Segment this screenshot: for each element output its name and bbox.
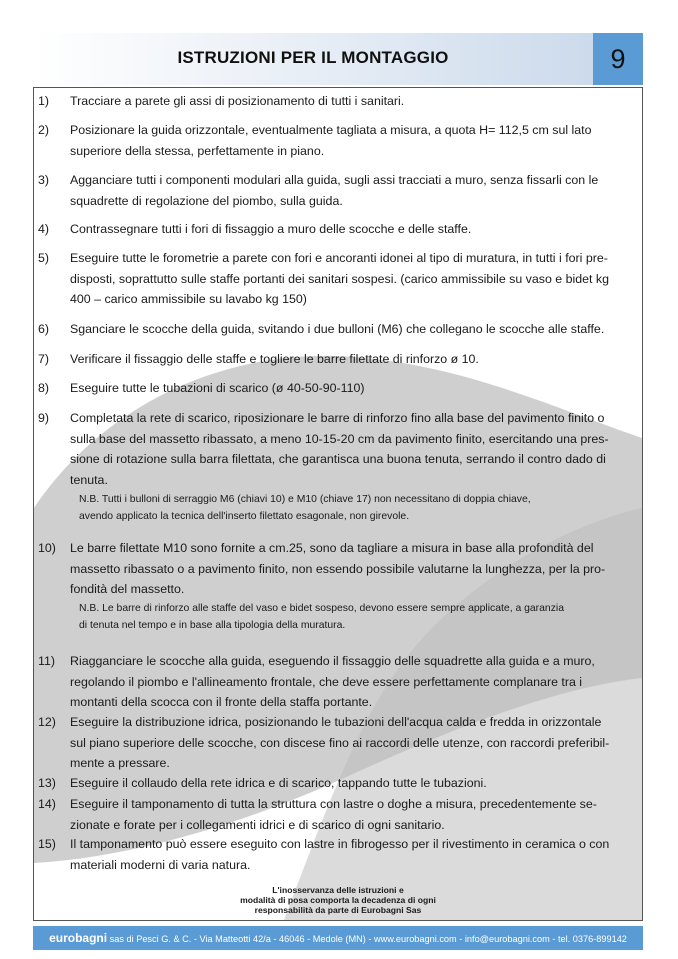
step-text-line: Eseguire tutte le forometrie a parete con fori e ancoranti idonei al tipo di muratura, in tutti i fori pre- <box>70 251 608 265</box>
step-text-line: sione di rotazione sulla barra filettata, che garantisca una buona tenuta, serrando il contro dado di <box>70 452 606 466</box>
step-number: 5) <box>38 251 50 265</box>
step-text-line: Verificare il fissaggio delle staffe e togliere le barre filettate di rinforzo ø 10. <box>70 352 479 366</box>
step-text-line: sul piano superiore delle scocche, con discese fino ai raccordi delle utenze, con raccordi preferibil- <box>70 735 610 750</box>
step-text-line: mente a pressare. <box>70 756 170 770</box>
step-text-line: fondità del massetto. <box>70 582 185 596</box>
step-text-line: materiali moderni di varia natura. <box>70 857 251 872</box>
step-text-line: Completata la rete di scarico, riposizionare le barre di rinforzo fino alla base del pavimento finito o <box>70 411 605 425</box>
step-text-line: Tracciare a parete gli assi di posizionamento di tutti i sanitari. <box>70 94 405 108</box>
note-line: avendo applicato la tecnica dell'inserto filettato esagonale, non girevole. <box>79 511 410 522</box>
step-text-line: Eseguire la distribuzione idrica, posizionando le tubazioni dell'acqua calda e fredda in orizzontale <box>70 715 602 729</box>
step-text-line: squadrette di regolazione del piombo, sulla guida. <box>70 193 343 208</box>
step-text-line: Eseguire il collaudo della rete idrica e di scarico, tappando tutte le tubazioni. <box>70 776 487 790</box>
warning-line: modalità di posa comporta la decadenza di ogni <box>240 895 436 905</box>
page-title: ISTRUZIONI PER IL MONTAGGIO <box>177 48 449 67</box>
step-text-line: montanti della scocca con il fronte della staffa portante. <box>70 695 373 709</box>
brand-name: eurobagni <box>49 931 108 945</box>
note-line: N.B. Le barre di rinforzo alle staffe del vaso e bidet sospeso, devono essere sempre applicate, a garanzia <box>79 603 564 614</box>
instructions-frame <box>33 87 643 921</box>
step-text-line: Agganciare tutti i componenti modulari alla guida, sugli assi tracciati a muro, senza fissarli con le <box>70 173 599 187</box>
step-text-line: sulla base del massetto ribassato, a meno 10-15-20 cm da pavimento finito, esercitando una pres- <box>70 431 609 446</box>
note-line: di tenuta nel tempo e in base alla tipologia della muratura. <box>79 620 346 631</box>
step-number: 10) <box>38 541 56 555</box>
page-number: 9 <box>593 33 643 85</box>
note-step-10 <box>79 600 624 634</box>
step-number: 13) <box>38 776 56 790</box>
step-text-line: disposti, soprattutto sulle staffe portanti dei sanitari sospesi. (carico ammissibile su vaso e bidet kg <box>70 271 610 286</box>
step-number: 2) <box>38 123 50 137</box>
step-number: 1) <box>38 94 50 108</box>
step-text-line: superiore della stessa, perfettamente in piano. <box>70 143 325 158</box>
disclaimer-warning <box>34 885 642 915</box>
step-number: 6) <box>38 322 50 336</box>
step-text-line: Eseguire il tamponamento di tutta la struttura con lastre o doghe a misura, precedentemente se- <box>70 797 597 811</box>
step-number: 7) <box>38 352 50 366</box>
page-header <box>33 33 643 85</box>
warning-line: responsabilità da parte di Eurobagni Sas <box>254 905 422 915</box>
step-number: 11) <box>38 654 55 668</box>
step-number: 14) <box>38 797 56 811</box>
note-step-9 <box>79 491 624 525</box>
step-text-line: regolando il piombo e l'allineamento frontale, che deve essere perfettamente complanare tra i <box>70 674 583 689</box>
step-text-line: Il tamponamento può essere eseguito con lastre in fibrogesso per il rivestimento in ceramica o con <box>70 837 610 851</box>
step-number: 9) <box>38 411 50 425</box>
warning-line: L'inosservanza delle istruzioni e <box>272 885 404 895</box>
step-number: 8) <box>38 381 50 395</box>
step-text-line: Posizionare la guida orizzontale, eventualmente tagliata a misura, a quota H= 112,5 cm sul lato <box>70 123 592 137</box>
step-number: 4) <box>38 222 50 236</box>
step-text-line: massetto ribassato o a pavimento finito, non essendo possibile valutarne la lunghezza, per la pro- <box>70 561 606 576</box>
step-text-line: tenuta. <box>70 472 108 487</box>
step-number: 15) <box>38 837 56 851</box>
step-text-line: Le barre filettate M10 sono fornite a cm.25, sono da tagliare a misura in base alla profondità del <box>70 541 594 555</box>
step-text-line: zionate e forate per i collegamenti idrici e di scarico di ogni sanitario. <box>70 817 445 832</box>
company-contact: sas di Pesci G. & C. - Via Matteotti 42/a - 46046 - Medole (MN) - www.eurobagni.com - info@eurobagni.com - tel. 0376-899142 <box>107 934 627 944</box>
step-text-line: Contrassegnare tutti i fori di fissaggio a muro delle scocche e delle staffe. <box>70 222 472 236</box>
step-text-line: Eseguire tutte le tubazioni di scarico (ø 40-50-90-110) <box>70 381 365 395</box>
step-text-line: 400 – carico ammissibile su lavabo kg 150) <box>70 292 307 306</box>
step-number: 12) <box>38 715 56 729</box>
company-footer <box>33 926 643 950</box>
step-text-line: Riagganciare le scocche alla guida, eseguendo il fissaggio delle squadrette alla guida e a muro, <box>70 654 595 668</box>
step-text-line: Sganciare le scocche della guida, svitando i due bulloni (M6) che collegano le scocche alle staffe. <box>70 322 605 336</box>
step-number: 3) <box>38 173 50 187</box>
note-line: N.B. Tutti i bulloni di serraggio M6 (chiavi 10) e M10 (chiave 17) non necessitano di doppia chiave, <box>79 494 531 505</box>
